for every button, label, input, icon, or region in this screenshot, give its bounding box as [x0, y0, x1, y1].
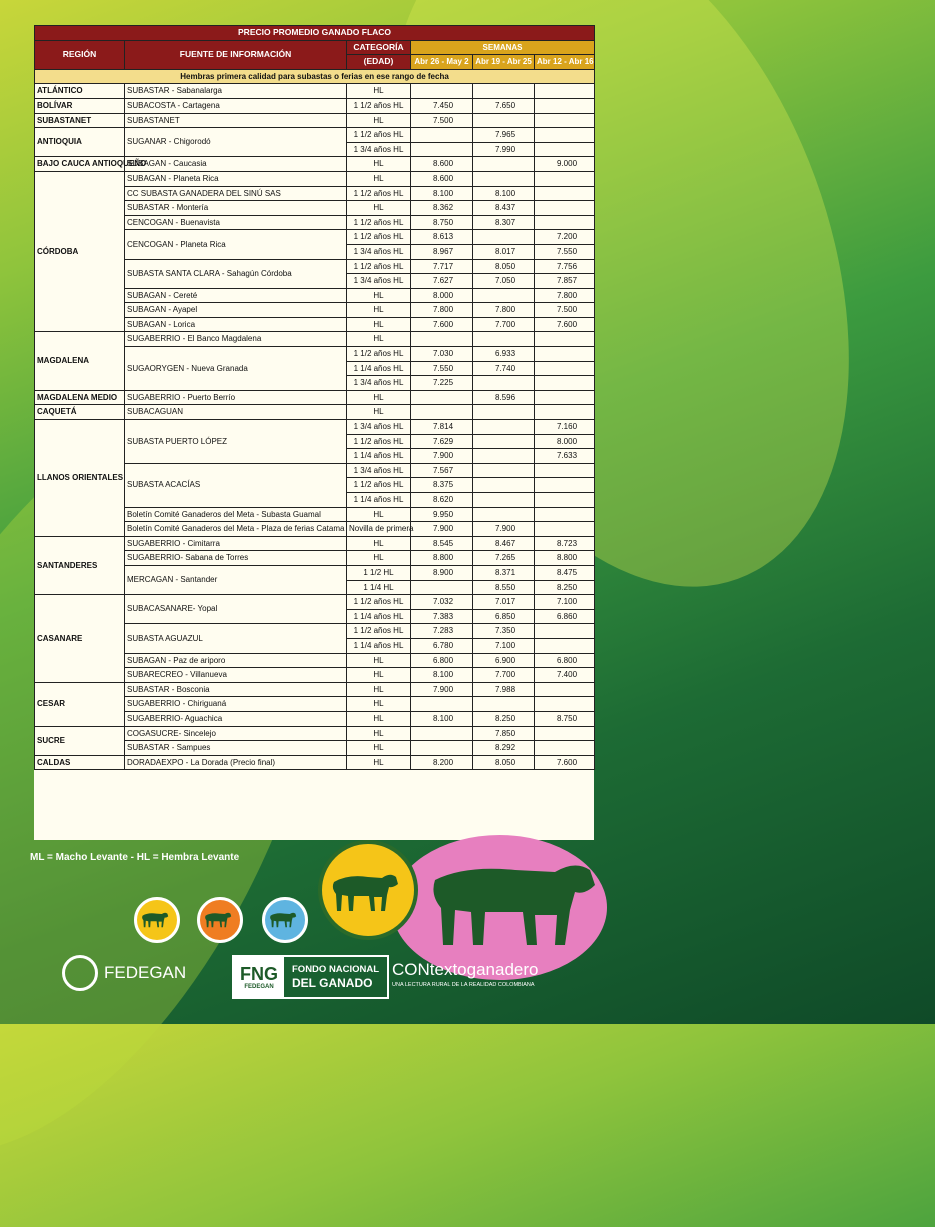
source-cell: SUBASTAR - Bosconia — [125, 682, 347, 697]
price-cell — [535, 682, 595, 697]
table-row — [35, 171, 595, 186]
price-table-panel — [34, 25, 594, 840]
source-cell: SUBASTA ACACÍAS — [125, 463, 347, 507]
source-cell: SUBAGAN - Planeta Rica — [125, 171, 347, 186]
price-cell: 8.750 — [535, 711, 595, 726]
table-row — [35, 682, 595, 697]
category-cell: HL — [347, 726, 411, 741]
price-cell: 8.613 — [411, 230, 473, 245]
price-cell — [473, 376, 535, 391]
price-cell: 7.800 — [411, 303, 473, 318]
fng-text — [284, 957, 387, 997]
price-cell: 8.375 — [411, 478, 473, 493]
contexto-tagline: UNA LECTURA RURAL DE LA REALIDAD COLOMBIANA — [392, 982, 535, 988]
region-cell: SUBASTANET — [35, 113, 125, 128]
region-cell: CASANARE — [35, 595, 125, 683]
table-row — [35, 536, 595, 551]
source-cell: SUGABERRIO - Chiriguaná — [125, 697, 347, 712]
table-row — [35, 84, 595, 99]
price-cell: 8.250 — [535, 580, 595, 595]
price-cell: 7.225 — [411, 376, 473, 391]
category-cell: HL — [347, 653, 411, 668]
price-cell: 7.017 — [473, 595, 535, 610]
category-cell: HL — [347, 157, 411, 172]
price-cell: 7.814 — [411, 420, 473, 435]
price-cell — [535, 624, 595, 639]
category-cell: 1 1/4 años HL — [347, 361, 411, 376]
cow-icon — [140, 910, 170, 928]
price-cell — [535, 142, 595, 157]
price-cell — [535, 463, 595, 478]
price-cell — [411, 142, 473, 157]
price-cell: 7.350 — [473, 624, 535, 639]
table-row — [35, 98, 595, 113]
weeks-header: SEMANAS — [411, 40, 595, 55]
source-cell: Boletín Comité Ganaderos del Meta - Subasta Guamal — [125, 507, 347, 522]
category-cell: Novilla de primera — [347, 522, 411, 537]
price-cell — [473, 113, 535, 128]
source-cell: COGASUCRE- Sincelejo — [125, 726, 347, 741]
table-row — [35, 332, 595, 347]
price-cell: 7.800 — [535, 288, 595, 303]
category-cell: 1 1/2 HL — [347, 565, 411, 580]
price-cell: 8.307 — [473, 215, 535, 230]
price-cell: 7.032 — [411, 595, 473, 610]
price-cell: 7.050 — [473, 274, 535, 289]
region-cell: BOLÍVAR — [35, 98, 125, 113]
source-cell: SUBAGAN - Paz de ariporo — [125, 653, 347, 668]
source-cell: SUBAGAN - Lorica — [125, 317, 347, 332]
source-cell: SUGANAR - Chigorodó — [125, 128, 347, 157]
price-cell: 7.900 — [473, 522, 535, 537]
category-cell: 1 1/4 HL — [347, 580, 411, 595]
price-cell: 7.965 — [473, 128, 535, 143]
region-cell: ANTIOQUIA — [35, 128, 125, 157]
category-cell: 1 3/4 años HL — [347, 463, 411, 478]
source-cell: DORADAEXPO - La Dorada (Precio final) — [125, 755, 347, 770]
price-cell — [411, 84, 473, 99]
week-header: Abr 19 - Abr 25 — [473, 55, 535, 70]
price-cell: 7.990 — [473, 142, 535, 157]
region-cell: SUCRE — [35, 726, 125, 755]
price-cell: 6.860 — [535, 609, 595, 624]
price-cell: 8.967 — [411, 244, 473, 259]
region-cell: BAJO CAUCA ANTIOQUEÑO — [35, 157, 125, 172]
source-cell: SUBAGAN - Caucasia — [125, 157, 347, 172]
category-cell: HL — [347, 288, 411, 303]
price-cell — [535, 376, 595, 391]
fng-line2: DEL GANADO — [292, 976, 373, 990]
price-cell — [473, 478, 535, 493]
table-title: PRECIO PROMEDIO GANADO FLACO — [35, 26, 595, 41]
price-cell — [535, 507, 595, 522]
price-cell: 8.362 — [411, 201, 473, 216]
price-cell — [411, 128, 473, 143]
legend-text: ML = Macho Levante - HL = Hembra Levante — [30, 852, 240, 863]
source-cell: SUGABERRIO - Puerto Berrío — [125, 390, 347, 405]
price-cell — [473, 449, 535, 464]
price-cell — [473, 697, 535, 712]
category-cell: 1 1/2 años HL — [347, 230, 411, 245]
table-row — [35, 113, 595, 128]
price-cell: 7.700 — [473, 317, 535, 332]
price-cell: 7.450 — [411, 98, 473, 113]
price-cell — [535, 113, 595, 128]
price-cell: 8.100 — [411, 711, 473, 726]
region-cell: MAGDALENA MEDIO — [35, 390, 125, 405]
price-cell: 8.596 — [473, 390, 535, 405]
category-cell: HL — [347, 390, 411, 405]
cow-icon — [330, 868, 400, 913]
source-cell: SUGABERRIO - El Banco Magdalena — [125, 332, 347, 347]
price-cell: 7.650 — [473, 98, 535, 113]
price-cell — [411, 332, 473, 347]
source-cell: SUBACOSTA - Cartagena — [125, 98, 347, 113]
category-cell: 1 1/4 años HL — [347, 493, 411, 508]
price-cell — [535, 98, 595, 113]
price-cell: 7.400 — [535, 668, 595, 683]
table-row — [35, 157, 595, 172]
fng-logo — [232, 955, 389, 999]
source-cell: SUBASTAR - Sabanalarga — [125, 84, 347, 99]
price-cell — [535, 741, 595, 756]
price-cell: 7.850 — [473, 726, 535, 741]
price-cell: 8.000 — [535, 434, 595, 449]
category-cell: 1 1/2 años HL — [347, 347, 411, 362]
price-cell — [535, 493, 595, 508]
source-cell: SUBASTA PUERTO LÓPEZ — [125, 420, 347, 464]
cow-icon — [268, 910, 298, 928]
category-cell: HL — [347, 682, 411, 697]
category-cell: HL — [347, 405, 411, 420]
source-cell: SUBAGAN - Cereté — [125, 288, 347, 303]
price-cell: 6.780 — [411, 638, 473, 653]
price-cell: 8.100 — [411, 186, 473, 201]
category-cell: HL — [347, 332, 411, 347]
price-cell: 8.723 — [535, 536, 595, 551]
price-cell: 7.600 — [535, 755, 595, 770]
category-cell: HL — [347, 113, 411, 128]
price-cell: 7.500 — [535, 303, 595, 318]
price-cell: 8.550 — [473, 580, 535, 595]
price-cell — [473, 507, 535, 522]
source-cell: MERCAGAN - Santander — [125, 565, 347, 594]
price-cell: 8.200 — [411, 755, 473, 770]
price-cell — [535, 186, 595, 201]
source-cell: SUGABERRIO - Cimitarra — [125, 536, 347, 551]
category-cell: 1 1/2 años HL — [347, 434, 411, 449]
price-cell — [473, 84, 535, 99]
price-cell: 7.756 — [535, 259, 595, 274]
category-cell: 1 1/2 años HL — [347, 128, 411, 143]
week-header: Abr 26 - May 2 — [411, 55, 473, 70]
price-cell: 8.292 — [473, 741, 535, 756]
price-cell — [411, 697, 473, 712]
price-cell: 8.000 — [411, 288, 473, 303]
price-cell: 7.283 — [411, 624, 473, 639]
price-cell — [411, 580, 473, 595]
price-cell — [473, 332, 535, 347]
source-cell: CENCOGAN - Buenavista — [125, 215, 347, 230]
price-cell: 8.620 — [411, 493, 473, 508]
price-cell: 8.017 — [473, 244, 535, 259]
price-cell: 8.800 — [535, 551, 595, 566]
price-cell: 7.160 — [535, 420, 595, 435]
region-cell: LLANOS ORIENTALES — [35, 420, 125, 537]
price-cell: 7.900 — [411, 522, 473, 537]
price-cell: 7.633 — [535, 449, 595, 464]
price-cell: 7.600 — [411, 317, 473, 332]
price-cell: 6.800 — [411, 653, 473, 668]
price-cell: 8.900 — [411, 565, 473, 580]
source-cell: CC SUBASTA GANADERA DEL SINÚ SAS — [125, 186, 347, 201]
category-cell: HL — [347, 536, 411, 551]
price-cell: 7.988 — [473, 682, 535, 697]
category-cell: 1 1/2 años HL — [347, 186, 411, 201]
table-row — [35, 726, 595, 741]
category-cell: HL — [347, 668, 411, 683]
category-cell: 1 1/4 años HL — [347, 638, 411, 653]
table-body — [35, 84, 595, 770]
price-cell — [473, 288, 535, 303]
week-header: Abr 12 - Abr 16 — [535, 55, 595, 70]
price-cell — [473, 171, 535, 186]
price-cell: 8.600 — [411, 171, 473, 186]
price-cell: 6.933 — [473, 347, 535, 362]
price-cell — [411, 741, 473, 756]
table-row — [35, 595, 595, 610]
category-cell: HL — [347, 741, 411, 756]
fng-sub: FEDEGAN — [244, 983, 274, 990]
cow-icon — [203, 910, 233, 928]
price-cell: 7.200 — [535, 230, 595, 245]
price-cell: 8.100 — [411, 668, 473, 683]
source-cell: Boletín Comité Ganaderos del Meta - Plaza de ferias Catama — [125, 522, 347, 537]
price-cell — [473, 230, 535, 245]
price-cell: 7.900 — [411, 682, 473, 697]
price-cell: 8.050 — [473, 755, 535, 770]
price-cell: 8.475 — [535, 565, 595, 580]
price-cell: 8.100 — [473, 186, 535, 201]
price-cell: 7.700 — [473, 668, 535, 683]
price-cell: 8.467 — [473, 536, 535, 551]
price-cell — [535, 215, 595, 230]
contexto-logo — [392, 960, 538, 988]
price-cell — [473, 493, 535, 508]
source-cell: SUBAGAN - Ayapel — [125, 303, 347, 318]
price-cell: 7.550 — [411, 361, 473, 376]
price-cell — [535, 347, 595, 362]
price-cell: 8.800 — [411, 551, 473, 566]
category-cell: HL — [347, 84, 411, 99]
source-header: FUENTE DE INFORMACIÓN — [125, 40, 347, 69]
fedegan-logo — [62, 955, 186, 991]
table-row — [35, 128, 595, 143]
price-cell: 7.100 — [535, 595, 595, 610]
price-cell: 6.850 — [473, 609, 535, 624]
category-cell: 1 3/4 años HL — [347, 420, 411, 435]
region-cell: CÓRDOBA — [35, 171, 125, 332]
source-cell: SUBASTA SANTA CLARA - Sahagún Córdoba — [125, 259, 347, 288]
table-row — [35, 420, 595, 435]
category-cell: 1 3/4 años HL — [347, 274, 411, 289]
fng-short: FNG — [240, 963, 278, 984]
category-cell: HL — [347, 697, 411, 712]
source-cell: SUBACASANARE- Yopal — [125, 595, 347, 624]
price-cell — [473, 157, 535, 172]
price-cell: 8.750 — [411, 215, 473, 230]
category-cell: HL — [347, 171, 411, 186]
price-cell — [535, 128, 595, 143]
category-cell: 1 1/2 años HL — [347, 98, 411, 113]
price-cell: 8.600 — [411, 157, 473, 172]
price-cell — [473, 405, 535, 420]
category-cell: 1 3/4 años HL — [347, 142, 411, 157]
source-cell: SUBACAGUAN — [125, 405, 347, 420]
price-cell — [535, 361, 595, 376]
price-cell — [535, 478, 595, 493]
price-table — [34, 25, 595, 770]
category-cell: HL — [347, 711, 411, 726]
price-cell — [535, 638, 595, 653]
region-cell: SANTANDERES — [35, 536, 125, 594]
source-cell: SUBASTANET — [125, 113, 347, 128]
price-cell — [411, 405, 473, 420]
price-cell: 8.250 — [473, 711, 535, 726]
price-cell: 7.600 — [535, 317, 595, 332]
category-cell: 1 1/2 años HL — [347, 259, 411, 274]
price-cell — [473, 463, 535, 478]
region-cell: ATLÁNTICO — [35, 84, 125, 99]
category-cell: 1 3/4 años HL — [347, 244, 411, 259]
price-cell: 7.265 — [473, 551, 535, 566]
category-cell: 1 1/2 años HL — [347, 624, 411, 639]
source-cell: SUBASTA AGUAZUL — [125, 624, 347, 653]
region-cell: CESAR — [35, 682, 125, 726]
fedegan-name: FEDEGAN — [104, 963, 187, 982]
table-row — [35, 405, 595, 420]
cow-icon — [425, 850, 600, 950]
category-cell: 1 1/4 años HL — [347, 449, 411, 464]
price-cell: 7.717 — [411, 259, 473, 274]
price-cell: 7.740 — [473, 361, 535, 376]
category-cell: HL — [347, 303, 411, 318]
category-cell: 1 1/2 años HL — [347, 478, 411, 493]
price-cell: 8.050 — [473, 259, 535, 274]
price-cell: 8.545 — [411, 536, 473, 551]
region-cell: CAQUETÁ — [35, 405, 125, 420]
table-subtitle: Hembras primera calidad para subastas o ferias en ese rango de fecha — [35, 69, 595, 84]
price-cell — [535, 171, 595, 186]
price-cell: 8.437 — [473, 201, 535, 216]
price-cell — [411, 390, 473, 405]
category-cell: 1 1/2 años HL — [347, 215, 411, 230]
price-cell: 7.629 — [411, 434, 473, 449]
category-cell: 1 1/2 años HL — [347, 595, 411, 610]
price-cell: 7.030 — [411, 347, 473, 362]
price-cell — [535, 332, 595, 347]
source-cell: SUGAORYGEN - Nueva Granada — [125, 347, 347, 391]
category-cell: HL — [347, 551, 411, 566]
category-cell: 1 3/4 años HL — [347, 376, 411, 391]
source-cell: SUBARECREO - Villanueva — [125, 668, 347, 683]
age-header: (EDAD) — [347, 55, 411, 70]
region-cell: CALDAS — [35, 755, 125, 770]
price-cell — [473, 420, 535, 435]
price-cell: 9.000 — [535, 157, 595, 172]
price-cell: 7.800 — [473, 303, 535, 318]
fng-line1: FONDO NACIONAL — [292, 964, 380, 975]
category-cell: 1 1/4 años HL — [347, 609, 411, 624]
table-row — [35, 755, 595, 770]
price-cell — [535, 201, 595, 216]
price-cell — [535, 726, 595, 741]
source-cell: SUGABERRIO- Sabana de Torres — [125, 551, 347, 566]
category-cell: HL — [347, 755, 411, 770]
price-cell — [411, 726, 473, 741]
price-cell: 7.100 — [473, 638, 535, 653]
price-cell — [535, 697, 595, 712]
price-cell: 8.371 — [473, 565, 535, 580]
region-cell: MAGDALENA — [35, 332, 125, 390]
price-cell: 7.857 — [535, 274, 595, 289]
category-header: CATEGORÍA — [347, 40, 411, 55]
price-cell: 7.900 — [411, 449, 473, 464]
contexto-name: CONtextoganadero — [392, 960, 539, 979]
source-cell: SUBASTAR - Montería — [125, 201, 347, 216]
price-cell — [535, 405, 595, 420]
region-header: REGIÓN — [35, 40, 125, 69]
source-cell: SUBASTAR - Sampues — [125, 741, 347, 756]
price-cell: 6.900 — [473, 653, 535, 668]
price-cell: 7.550 — [535, 244, 595, 259]
price-cell: 7.383 — [411, 609, 473, 624]
price-cell — [535, 84, 595, 99]
fedegan-emblem-icon — [62, 955, 98, 991]
source-cell: CENCOGAN - Planeta Rica — [125, 230, 347, 259]
price-cell: 9.950 — [411, 507, 473, 522]
price-cell — [535, 522, 595, 537]
fng-badge — [234, 957, 284, 997]
price-cell: 7.627 — [411, 274, 473, 289]
price-cell: 7.567 — [411, 463, 473, 478]
price-cell: 7.500 — [411, 113, 473, 128]
price-cell — [535, 390, 595, 405]
category-cell: HL — [347, 201, 411, 216]
price-cell: 6.800 — [535, 653, 595, 668]
table-row — [35, 390, 595, 405]
price-cell — [473, 434, 535, 449]
source-cell: SUGABERRIO- Aguachica — [125, 711, 347, 726]
category-cell: HL — [347, 317, 411, 332]
category-cell: HL — [347, 507, 411, 522]
